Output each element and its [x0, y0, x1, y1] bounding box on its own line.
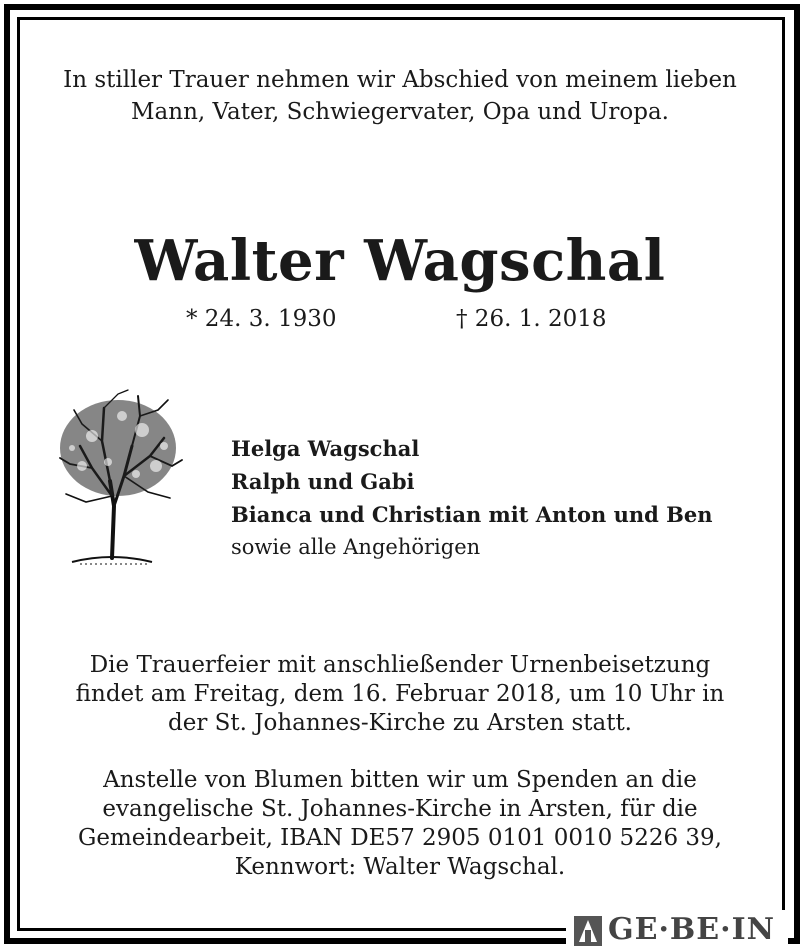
death-date: † 26. 1. 2018	[456, 306, 607, 332]
gebein-logo-icon	[574, 916, 602, 946]
donation-text	[0, 766, 800, 882]
intro-text	[0, 64, 800, 128]
intro-line: In stiller Trauer nehmen wir Abschied von meinem lieben	[63, 67, 737, 93]
donation-line: Kennwort: Walter Wagschal.	[234, 854, 566, 880]
donation-line: evangelische St. Johannes-Kirche in Arsten, für die	[102, 796, 698, 822]
ceremony-text	[0, 651, 800, 738]
gebein-logo	[566, 910, 788, 946]
intro-line: Mann, Vater, Schwiegervater, Opa und Uropa.	[131, 99, 669, 125]
mourner-line: sowie alle Angehörigen	[231, 535, 481, 559]
logo-text: GE·BE·IN	[608, 912, 776, 947]
ceremony-line: der St. Johannes-Kirche zu Arsten statt.	[168, 710, 632, 736]
ceremony-line: Die Trauerfeier mit anschließender Urnenbeisetzung	[89, 652, 711, 678]
mourner-line: Ralph und Gabi	[231, 469, 415, 494]
birth-date: * 24. 3. 1930	[186, 306, 337, 332]
mourner-line: Helga Wagschal	[231, 436, 420, 461]
donation-line: Gemeindearbeit, IBAN DE57 2905 0101 0010 5226 39,	[78, 825, 722, 851]
deceased-name: Walter Wagschal	[134, 228, 666, 294]
mourner-line: Bianca und Christian mit Anton und Ben	[231, 502, 713, 527]
tree-illustration-icon	[52, 386, 188, 568]
ceremony-line: findet am Freitag, dem 16. Februar 2018, um 10 Uhr in	[75, 681, 725, 707]
mourners-list	[231, 432, 713, 564]
donation-line: Anstelle von Blumen bitten wir um Spenden an die	[103, 767, 697, 793]
